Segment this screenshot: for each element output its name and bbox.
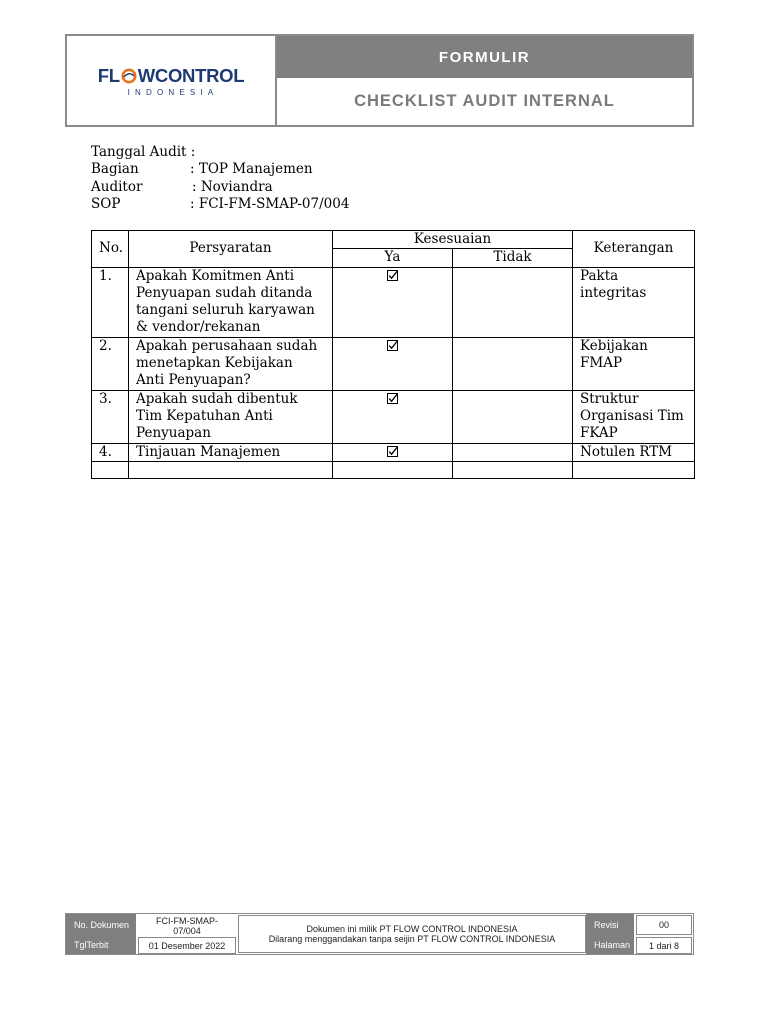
row-tidak-cell [453, 267, 573, 337]
row-keterangan: Struktur Organisasi Tim FKAP [573, 390, 695, 443]
tgl-terbit-label: TglTerbit [66, 936, 136, 954]
tgl-terbit-value: 01 Desember 2022 [138, 937, 236, 954]
checked-box-icon [387, 340, 398, 351]
row-ya-cell [333, 390, 453, 443]
col-header-tidak: Tidak [453, 249, 573, 267]
auditor-label: Auditor [91, 178, 143, 195]
checklist-table [91, 230, 695, 479]
col-header-ya: Ya [333, 249, 453, 267]
logo-text-pre: FL [97, 64, 120, 86]
row-no: 4. [92, 443, 129, 461]
bagian-value: : TOP Manajemen [190, 161, 313, 178]
table-row [92, 390, 695, 443]
logo-text-post: WCONTROL [137, 64, 245, 86]
halaman-value: 1 dari 8 [636, 937, 692, 954]
row-ya-cell [333, 337, 453, 390]
logo-wordmark [98, 65, 245, 87]
company-logo [67, 36, 277, 125]
col-header-no: No. [92, 231, 129, 268]
col-header-persyaratan: Persyaratan [129, 231, 333, 268]
tanggal-row [91, 144, 195, 161]
audit-info [91, 144, 350, 213]
sop-label: SOP [91, 195, 121, 212]
table-row [92, 443, 695, 461]
checked-box-icon [387, 393, 398, 404]
row-tidak-cell [453, 337, 573, 390]
row-ya-cell [333, 267, 453, 337]
empty-cell [92, 461, 129, 478]
logo-subtitle: INDONESIA [127, 87, 219, 97]
row-persyaratan: Apakah Komitmen Anti Penyuapan sudah ditanda tangani seluruh karyawan & vendor/rekanan [129, 267, 333, 337]
no-dokumen-label: No. Dokumen [66, 914, 136, 936]
row-persyaratan: Apakah sudah dibentuk Tim Kepatuhan Anti Penyuapan [129, 390, 333, 443]
document-header [65, 34, 694, 127]
empty-cell [333, 461, 453, 478]
empty-cell [573, 461, 695, 478]
row-keterangan: Kebijakan FMAP [573, 337, 695, 390]
document-footer [65, 913, 694, 955]
checked-box-icon [387, 446, 398, 457]
row-keterangan: Notulen RTM [573, 443, 695, 461]
notice-line-1: Dokumen ini milik PT FLOW CONTROL INDONESIA [306, 924, 518, 934]
row-no: 3. [92, 390, 129, 443]
col-header-keterangan: Keterangan [573, 231, 695, 268]
revisi-value: 00 [636, 915, 692, 935]
row-no: 1. [92, 267, 129, 337]
row-persyaratan: Apakah perusahaan sudah menetapkan Kebijakan Anti Penyuapan? [129, 337, 333, 390]
bagian-label: Bagian [91, 161, 139, 178]
row-no: 2. [92, 337, 129, 390]
form-label: FORMULIR [277, 36, 692, 78]
row-tidak-cell [453, 390, 573, 443]
row-persyaratan: Tinjauan Manajemen [129, 443, 333, 461]
auditor-value: : Noviandra [192, 178, 273, 195]
sop-value: : FCI-FM-SMAP-07/004 [190, 195, 350, 212]
empty-cell [129, 461, 333, 478]
row-ya-cell [333, 443, 453, 461]
bagian-row [91, 161, 313, 178]
col-header-kesesuaian: Kesesuaian [333, 231, 573, 249]
table-row [92, 337, 695, 390]
no-dokumen-value: FCI-FM-SMAP-07/004 [156, 915, 218, 936]
halaman-label: Halaman [586, 936, 634, 954]
empty-cell [453, 461, 573, 478]
logo-o-mark-icon [121, 68, 137, 84]
sop-row [91, 195, 350, 213]
ownership-notice [238, 915, 586, 953]
document-title: CHECKLIST AUDIT INTERNAL [354, 92, 615, 110]
table-row-empty [92, 461, 695, 478]
table-row [92, 267, 695, 337]
notice-line-2: Dilarang menggandakan tanpa seijin PT FLOW CONTROL INDONESIA [268, 934, 556, 944]
checked-box-icon [387, 270, 398, 281]
auditor-row [91, 178, 273, 196]
tanggal-label: Tanggal Audit : [91, 144, 196, 160]
row-tidak-cell [453, 443, 573, 461]
row-keterangan: Pakta integritas [573, 267, 695, 337]
revisi-label: Revisi [586, 914, 634, 936]
